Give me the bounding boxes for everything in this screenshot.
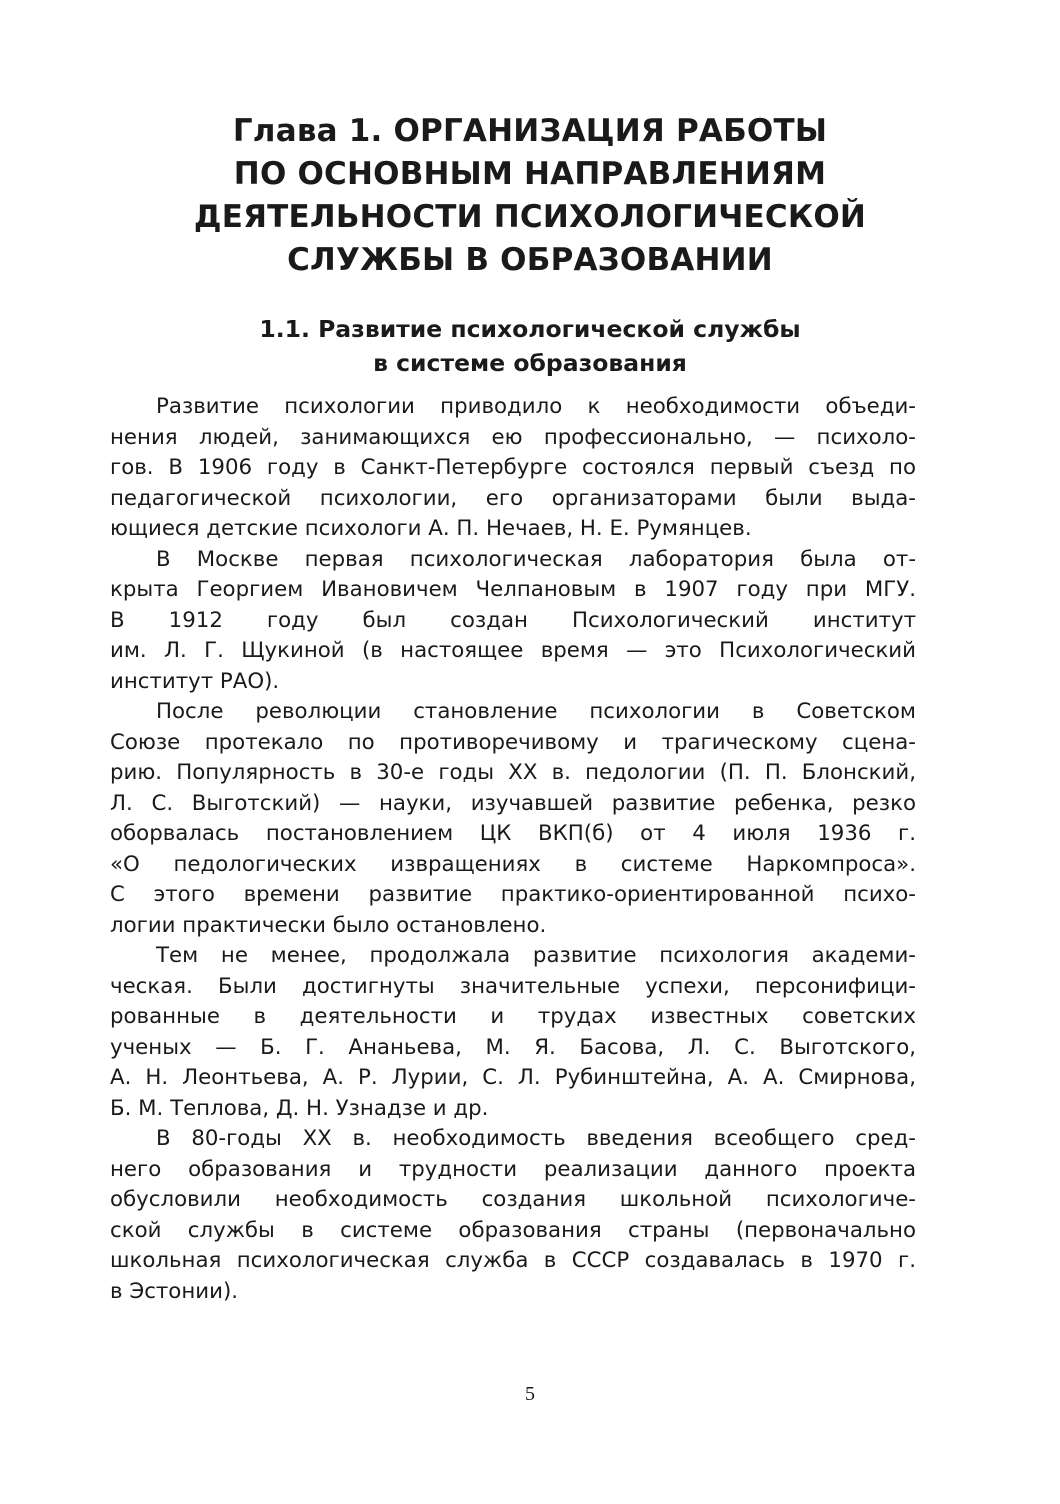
text-line: С этого времени развитие практико-ориентированной психо- — [110, 882, 916, 907]
chapter-title-line: ДЕЯТЕЛЬНОСТИ ПСИХОЛОГИЧЕСКОЙ — [193, 199, 867, 235]
text-line: оборвалась постановлением ЦК ВКП(б) от 4 июля 1936 г. — [110, 821, 916, 846]
text-line: институт РАО). — [110, 668, 280, 694]
text-line: рию. Популярность в 30-е годы XX в. педологии (П. П. Блонский, — [110, 760, 916, 785]
text-line: «О педологических извращениях в системе Наркомпроса». — [110, 851, 916, 877]
section-title — [140, 312, 920, 380]
chapter-title-line: Глава 1. ОРГАНИЗАЦИЯ РАБОТЫ — [232, 113, 828, 149]
text-line: Союзе протекало по противоречивому и трагическому сцена- — [110, 729, 916, 755]
text-line: В 1912 году был создан Психологический институт — [110, 607, 916, 633]
text-line: школьная психологическая служба в СССР создавалась в 1970 г. — [110, 1248, 916, 1273]
paragraph — [110, 392, 916, 545]
text-line: логии практически было остановлено. — [110, 912, 547, 938]
text-line: Тем не менее, продолжала развитие психология академи- — [156, 943, 916, 968]
text-line: им. Л. Г. Щукиной (в настоящее время — это Психологический — [110, 638, 916, 663]
text-line: ской службы в системе образования страны (первоначально — [110, 1217, 916, 1243]
paragraph — [110, 941, 916, 1124]
text-line: А. Н. Леонтьева, А. Р. Лурии, С. Л. Рубинштейна, А. А. Смирнова, — [110, 1065, 916, 1090]
chapter-title — [140, 110, 920, 282]
section-title-line: в системе образования — [373, 349, 687, 377]
paragraph — [110, 1124, 916, 1307]
section-title-line: 1.1. Развитие психологической службы — [259, 315, 801, 343]
text-line: ученых — Б. Г. Ананьева, М. Я. Басова, Л. С. Выготского, — [110, 1034, 916, 1060]
chapter-title-line: ПО ОСНОВНЫМ НАПРАВЛЕНИЯМ — [233, 156, 827, 192]
text-line: обусловили необходимость создания школьной психологиче- — [110, 1187, 916, 1212]
text-line: нения людей, занимающихся ею профессионально, — психоло- — [110, 424, 916, 450]
text-line: В 80-годы XX в. необходимость введения всеобщего сред- — [156, 1126, 916, 1151]
text-line: Развитие психологии приводило к необходимости объеди- — [156, 394, 916, 419]
text-line: рованные в деятельности и трудах известных советских — [110, 1004, 916, 1029]
text-line: него образования и трудности реализации данного проекта — [110, 1156, 916, 1182]
text-line: гов. В 1906 году в Санкт-Петербурге состоялся первый съезд по — [110, 455, 916, 480]
paragraph — [110, 545, 916, 698]
text-line: Л. С. Выготский) — науки, изучавшей развитие ребенка, резко — [110, 790, 916, 816]
text-line: Б. М. Теплова, Д. Н. Узнадзе и др. — [110, 1095, 489, 1121]
page-number: 5 — [525, 1383, 535, 1405]
text-line: в Эстонии). — [110, 1278, 239, 1304]
text-line: ческая. Были достигнуты значительные успехи, персонифици- — [110, 973, 916, 999]
paragraph — [110, 697, 916, 941]
text-line: В Москве первая психологическая лаборатория была от- — [156, 546, 916, 572]
body-text — [110, 392, 916, 1307]
text-line: После революции становление психологии в Советском — [156, 699, 916, 724]
chapter-title-line: СЛУЖБЫ В ОБРАЗОВАНИИ — [287, 242, 773, 278]
text-line: крыта Георгием Ивановичем Челпановым в 1907 году при МГУ. — [110, 577, 916, 602]
text-line: ющиеся детские психологи А. П. Нечаев, Н. Е. Румянцев. — [110, 516, 752, 541]
text-line: педагогической психологии, его организаторами были выда- — [110, 485, 916, 511]
